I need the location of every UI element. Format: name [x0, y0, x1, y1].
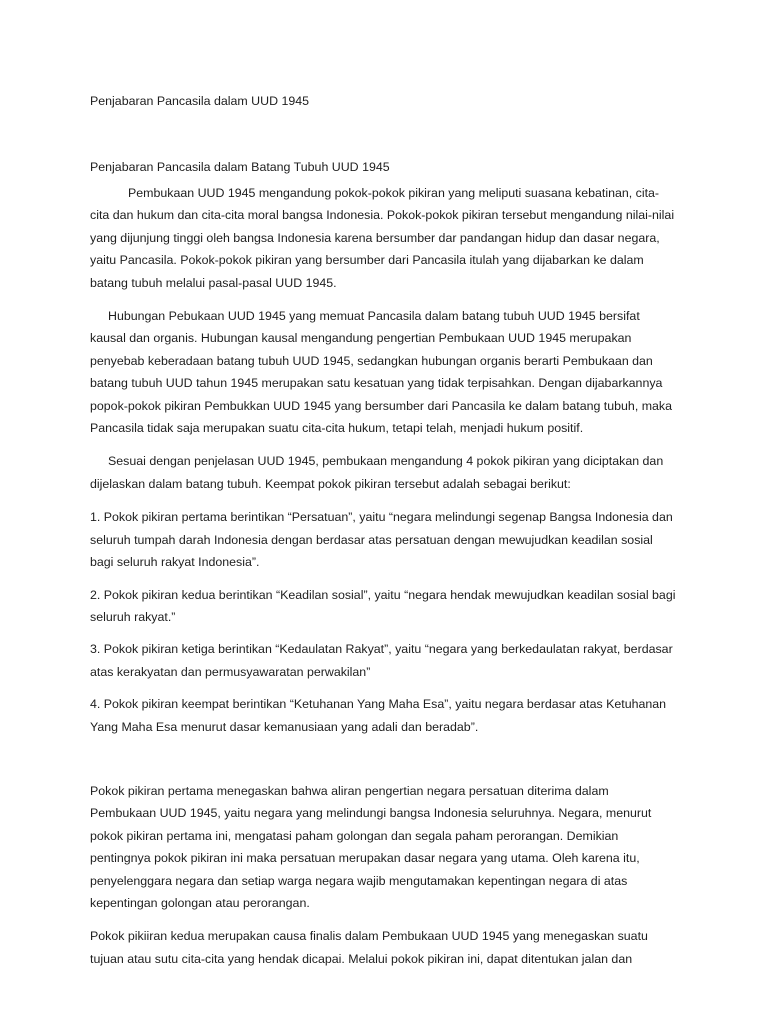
paragraph: Pokok pikiiran kedua merupakan causa finalis dalam Pembukaan UUD 1945 yang menegaskan suatu tujuan atau sutu cita-cita yang hendak dicapai. Melalui pokok pikiran ini, dapat ditentukan jalan dan [90, 929, 648, 966]
paragraph: Sesuai dengan penjelasan UUD 1945, pembukaan mengandung 4 pokok pikiran yang diciptakan dan dijelaskan dalam batang tubuh. Keempat pokok pikiran tersebut adalah sebagai berikut: [90, 454, 664, 491]
paragraph: Hubungan Pebukaan UUD 1945 yang memuat Pancasila dalam batang tubuh UUD 1945 bersifat kausal dan organis. Hubungan kausal mengandung pengertian Pembukaan UUD 1945 merupakan penyebab keberadaan batang tubuh UUD 1945, sedangkan hubungan organis berarti Pembukaan dan batang tubuh UUD tahun 1945 merupakan satu kesatuan yang tidak terpisahkan. Dengan dijabarkannya popok-pokok pikiran Pembukkan UUD 1945 yang bersumber dari Pancasila ke dalam batang tubuh, maka Pancasila tidak saja merupakan suatu cita-cita hukum, tetapi telah, menjadi hukum positif. [90, 309, 673, 436]
list-item: 1. Pokok pikiran pertama berintikan “Persatuan”, yaitu “negara melindungi segenap Bangsa Indonesia dan seluruh tumpah darah Indonesia dengan berdasar atas persatuan dengan mewujudkan keadilan sosial bagi seluruh rakyat Indonesia”. [90, 510, 673, 570]
numbered-list [90, 506, 676, 738]
list-item: 2. Pokok pikiran kedua berintikan “Keadilan sosial”, yaitu “negara hendak mewujudkan keadilan sosial bagi seluruh rakyat.” [90, 587, 676, 624]
section-heading: Penjabaran Pancasila dalam Batang Tubuh UUD 1945 [90, 160, 390, 174]
list-item: 4. Pokok pikiran keempat berintikan “Ketuhanan Yang Maha Esa”, yaitu negara berdasar atas Ketuhanan Yang Maha Esa menurut dasar kemanusiaan yang adali dan beradab”. [90, 697, 667, 734]
list-item: 3. Pokok pikiran ketiga berintikan “Kedaulatan Rakyat”, yaitu “negara yang berkedaulatan rakyat, berdasar atas kerakyatan dan permusyawaratan perwakilan” [90, 642, 673, 679]
paragraph: Pokok pikiran pertama menegaskan bahwa aliran pengertian negara persatuan diterima dalam Pembukaan UUD 1945, yaitu negara yang melindungi bangsa Indonesia seluruhnya. Negara, menurut pokok pikiran pertama ini, mengatasi paham golongan dan segala paham perorangan. Demikian pentingnya pokok pikiran ini maka persatuan merupakan dasar negara yang utama. Oleh karena itu, penyelenggara negara dan setiap warga negara wajib mengutamakan kepentingan negara di atas kepentingan golongan atau perorangan. [90, 783, 652, 910]
spacer [90, 748, 676, 780]
document-title: Penjabaran Pancasila dalam UUD 1945 [90, 94, 310, 108]
document-body [90, 182, 676, 981]
paragraph: Pembukaan UUD 1945 mengandung pokok-pokok pikiran yang meliputi suasana kebatinan, cita-cita dan hukum dan cita-cita moral bangsa Indonesia. Pokok-pokok pikiran tersebut mengandung nilai-nilai yang dijunjung tinggi oleh bangsa Indonesia karena bersumber dar pandangan hidup dan dasar negara, yaitu Pancasila. Pokok-pokok pikiran yang bersumber dari Pancasila itulah yang dijabarkan ke dalam batang tubuh melalui pasal-pasal UUD 1945. [90, 186, 675, 290]
